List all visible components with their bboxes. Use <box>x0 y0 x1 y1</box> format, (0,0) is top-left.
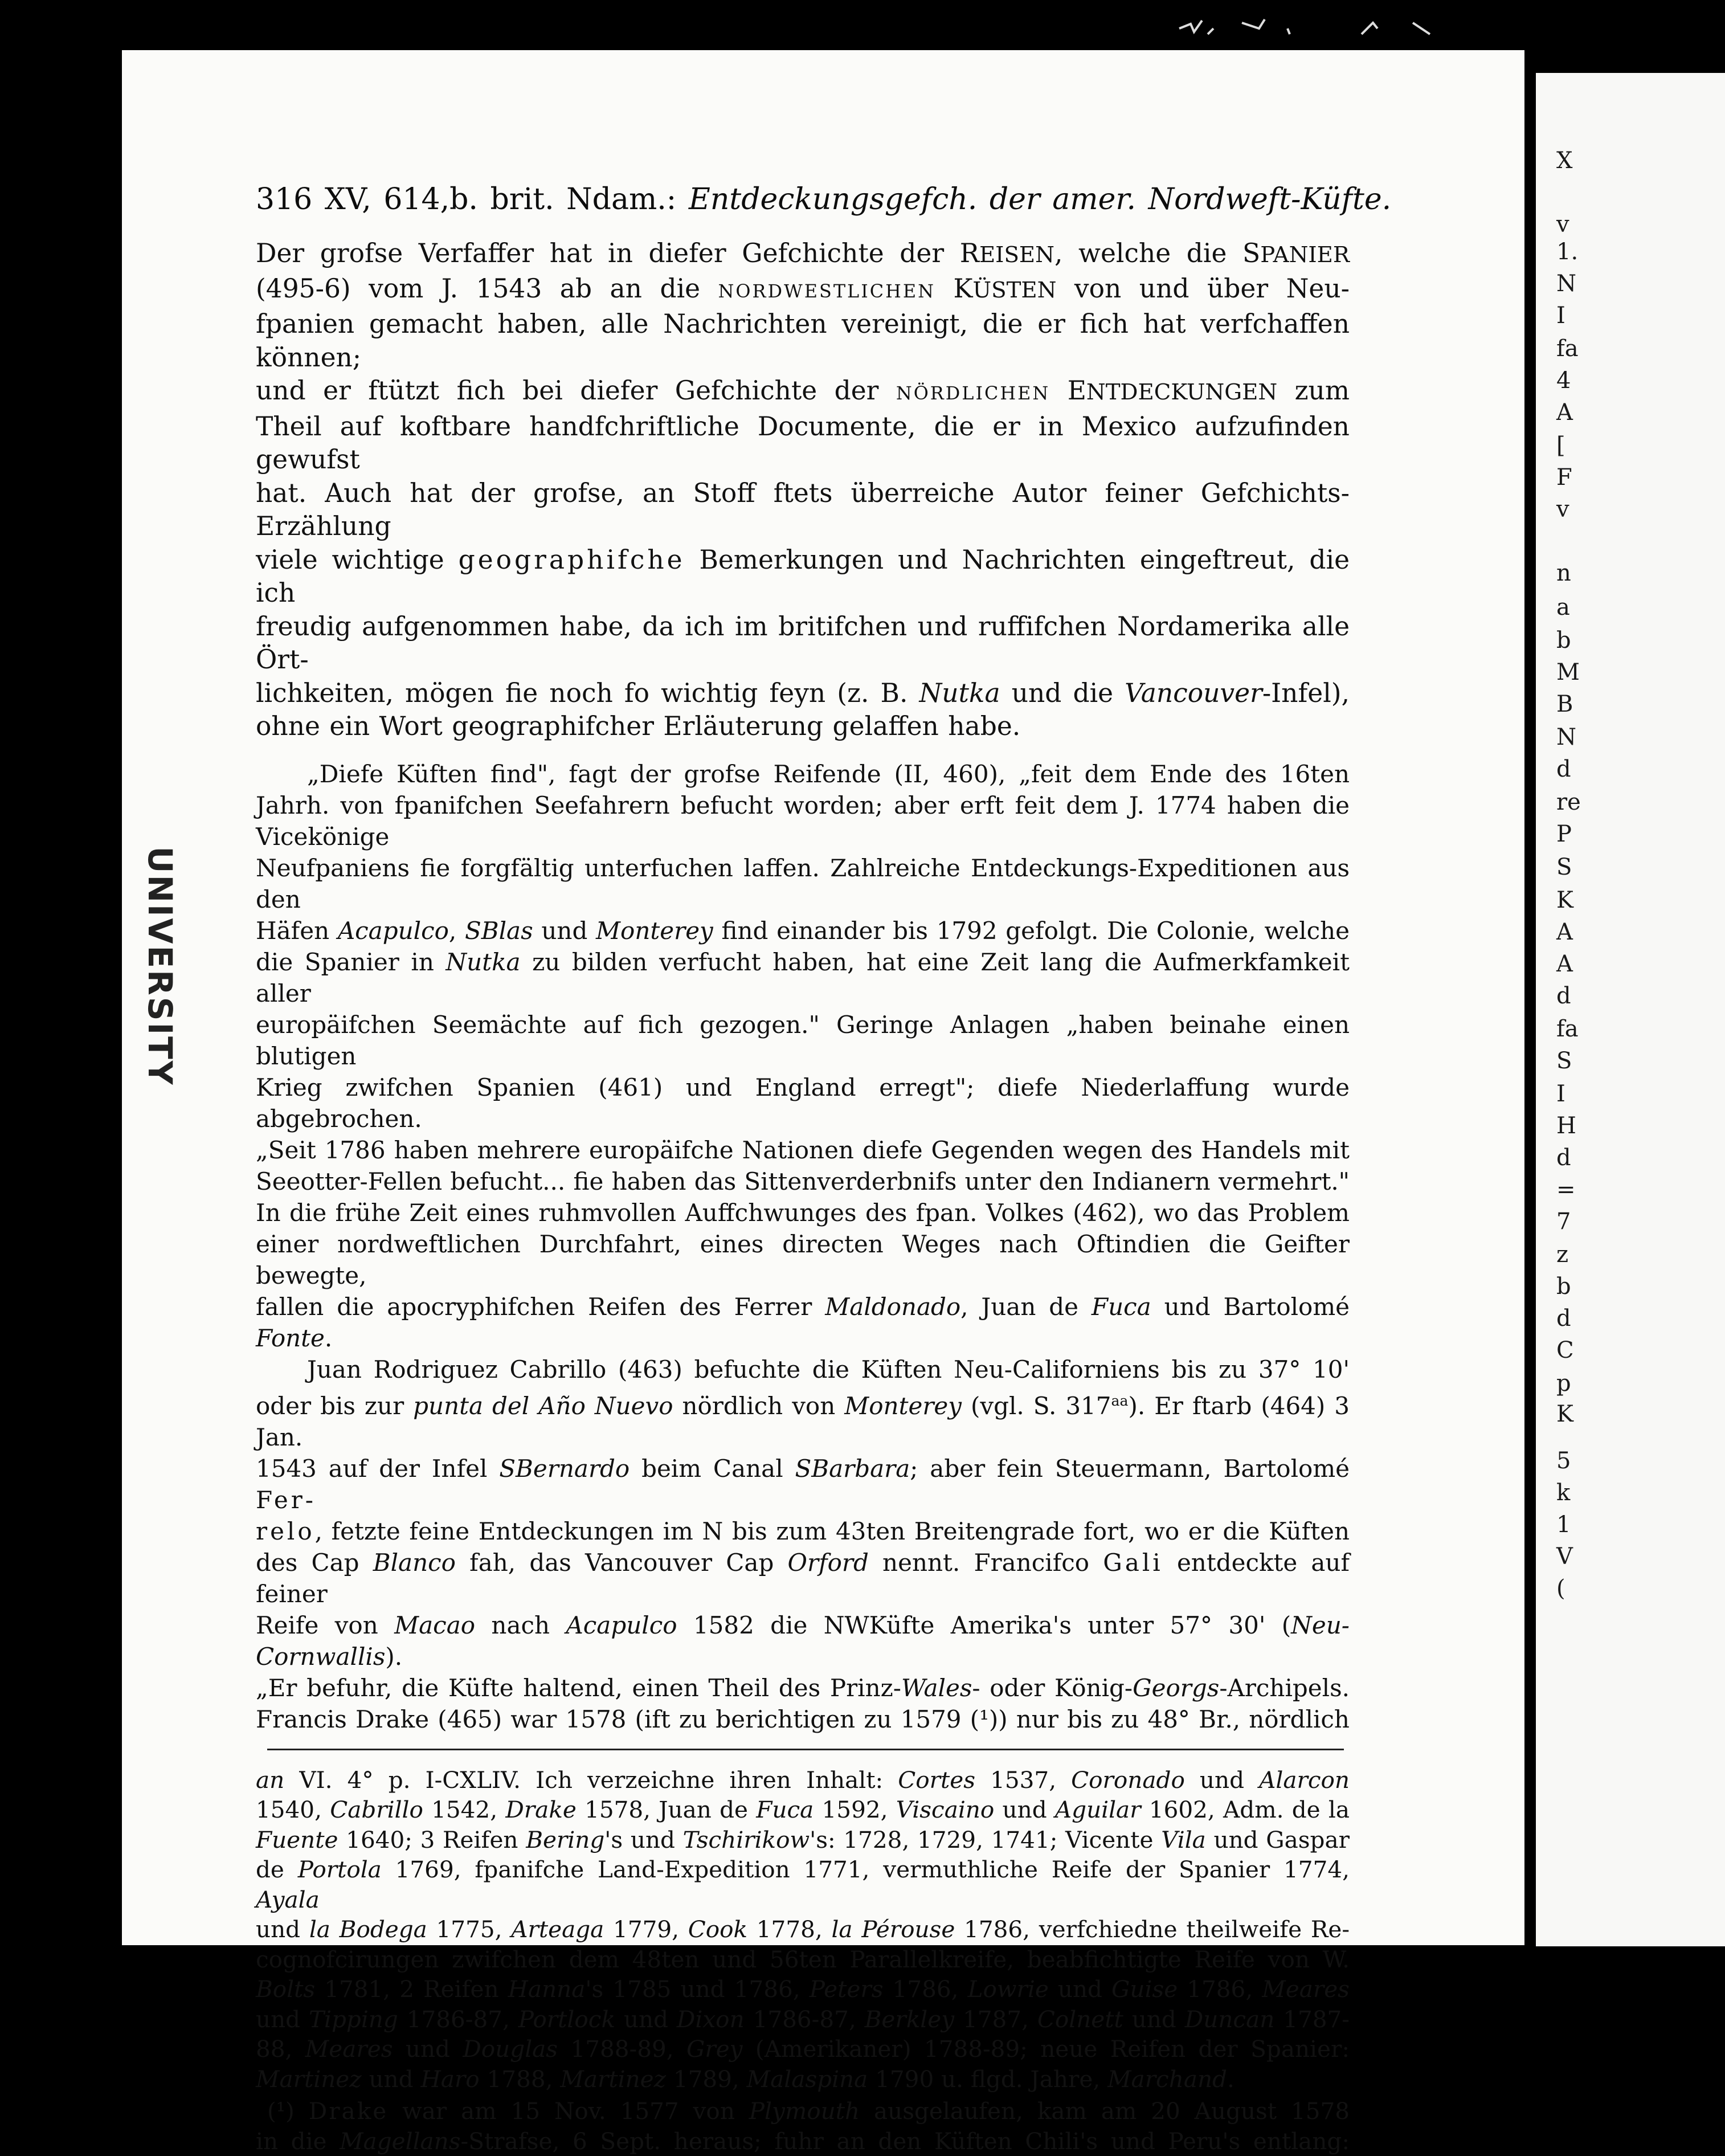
right-page-fragment: v <box>1556 496 1569 522</box>
right-page-fragment: 4 <box>1556 368 1571 394</box>
quote-paragraph: „Diefe Küften find", fagt der grofse Reifende (II, 460), „feit dem Ende des 16ten Jahrh. von fpanifchen Seefahrern befucht worden; aber erft feit dem J. 1774 haben die Vicekönige Neufpaniens fie forgfältig unterfuchen laffen. Zahlreiche Entdeckungs-Expeditionen aus den Häfen Acapulco, SBlas und Monterey find einander bis 1792 gefolgt. Die Colonie, welche die Spanier in Nutka zu bilden verfucht haben, hat eine Zeit lang die Aufmerkfamkeit aller europäifchen Seemächte auf fich gezogen." Geringe Anlagen „haben beinahe einen blutigen Krieg zwifchen Spanien (461) und England erregt"; diefe Niederlaffung wurde abgebrochen. „Seit 1786 haben mehrere europäifche Nationen diefe Gegenden wegen des Handels mit Seeotter-Fellen befucht... fie haben das Sittenverderbnifs unter den Indianern vermehrt." In die frühe Zeit eines ruhmvollen Auffchwunges des fpan. Volkes (462), wo das Problem einer nordweftlichen Durchfahrt, eines directen Weges nach Oftindien die Geifter bewegte, fallen die apocryphifchen Reifen des Ferrer Maldonado, Juan de Fuca und Bartolomé Fonte. <box>256 760 1350 1352</box>
right-page-fragment: fa <box>1556 1016 1579 1042</box>
right-page-fragment: X <box>1556 148 1573 174</box>
right-page-fragment: 7 <box>1556 1208 1571 1235</box>
right-page-fragment: F <box>1556 464 1572 491</box>
footnote-rule <box>267 1749 1344 1750</box>
right-page-fragment: d <box>1556 1305 1571 1332</box>
right-page-fragment: H <box>1556 1113 1576 1139</box>
right-page-fragment: b <box>1556 627 1571 654</box>
right-page-edge <box>1536 73 1725 1946</box>
right-page-fragment: d <box>1556 756 1571 782</box>
right-page-fragment: I <box>1556 1081 1565 1107</box>
right-page-fragment: = <box>1556 1177 1576 1203</box>
right-page-fragment: n <box>1556 560 1571 586</box>
right-page-fragment: re <box>1556 789 1581 815</box>
body-paragraph: Der grofse Verfaffer hat in diefer Gefchichte der REISEN, welche die SPANIER (495-6) vom J. 1543 ab an die NORDWESTLICHEN KÜSTEN von und über Neu- fpanien gemacht haben, alle Nachrichten vereinigt, die er fich hat verfchaffen können; und er ftützt fich bei diefer Gefchichte der NÖRDLICHEN ENTDECKUNGEN zum Theil auf koftbare handfchriftliche Documente, die er in Mexico aufzufinden gewufst hat. Auch hat der grofse, an Stoff ftets überreiche Autor feiner Gefchichts-Erzählung viele wichtige geographifche Bemerkungen und Nachrichten eingeftreut, die ich freudig aufgenommen habe, da ich im britifchen und ruffifchen Nordamerika alle Ört- lichkeiten, mögen fie noch fo wichtig feyn (z. B. Nutka und die Vancouver-Infel), ohne ein Wort geographifcher Erläuterung gelaffen habe. <box>256 238 1350 741</box>
right-page-fragment: A <box>1556 399 1573 426</box>
right-page-fragment: N <box>1556 724 1576 750</box>
right-page-fragment: ( <box>1556 1575 1565 1602</box>
right-page-fragment: B <box>1556 691 1573 717</box>
right-page-fragment: S <box>1556 1048 1572 1074</box>
right-page-fragment: [ <box>1556 432 1565 459</box>
right-page-fragment: d <box>1556 1145 1571 1171</box>
right-page-fragment: C <box>1556 1337 1574 1363</box>
right-page-fragment: K <box>1556 887 1573 913</box>
right-page-fragment: 1. <box>1556 239 1579 265</box>
library-stamp-text: UNIVERSITY <box>141 846 179 1087</box>
right-page-fragment: A <box>1556 951 1573 977</box>
scan-noise <box>1174 11 1458 51</box>
note-paragraph: an VI. 4° p. I-CXLIV. Ich verzeichne ihren Inhalt: Cortes 1537, Coronado und Alarcon 1540, Cabrillo 1542, Drake 1578, Juan de Fuca 1592, Viscaino und Aguilar 1602, Adm. de la Fuente 1640; 3 Reifen Bering's und Tschirikow's: 1728, 1729, 1741; Vicente Vila und Gaspar de Portola 1769, fpanifche Land-Expedition 1771, vermuthliche Reife der Spanier 1774, Ayala und la Bodega 1775, Arteaga 1779, Cook 1778, la Pérouse 1786, verfchiedne theilweife Re- cognofcirungen zwifchen dem 48ten und 56ten Parallelkreife, beabfichtigte Reife von W. Bolts 1781, 2 Reifen Hanna's 1785 und 1786, Peters 1786, Lowrie und Guise 1786, Meares und Tipping 1786-87, Portlock und Dixon 1786-87, Berkley 1787, Colnett und Duncan 1787- 88, Meares und Douglas 1788-89, Grey (Amerikaner) 1788-89; neue Reifen der Spanier: Martinez und Haro 1788, Martinez 1789, Malaspina 1790 u. flgd. Jahre, Marchand. <box>256 1766 1350 2093</box>
right-page-fragment: A <box>1556 919 1573 945</box>
library-stamp <box>134 846 186 1087</box>
right-page-fragment: v <box>1556 211 1569 238</box>
right-page-fragment: 5 <box>1556 1448 1571 1474</box>
right-page-fragment: P <box>1556 821 1572 847</box>
right-page-fragment: p <box>1556 1370 1571 1396</box>
right-page-fragment: K <box>1556 1401 1573 1427</box>
right-page-fragment: b <box>1556 1273 1571 1300</box>
right-page-fragment: N <box>1556 271 1576 297</box>
footnote-paragraph: (¹) Drake war am 15 Nov. 1577 von Plymouth ausgelaufen, kam am 20 August 1578 in die Magellans-Strafse, 6 Sept. heraus; fuhr an den Küften Chili's und Peru's entlang: <box>256 2097 1350 2155</box>
right-page-fragment: 1 <box>1556 1512 1571 1538</box>
cabrillo-paragraph: Juan Rodriguez Cabrillo (463) befuchte die Küften Neu-Californiens bis zu 37° 10' oder bis zur punta del Año Nuevo nördlich von Monterey (vgl. S. $317^{aa}$). Er ftarb (464) 3 Jan. 1543 auf der Infel SBernardo beim Canal SBarbara; aber fein Steuermann, Bartolomé Fer- relo, fetzte feine Entdeckungen im N bis zum 43ten Breitengrade fort, wo er die Küften des Cap Blanco fah, das Vancouver Cap Orford nennt. Francifco Gali entdeckte auf feiner Reife von Macao nach Acapulco 1582 die NWKüfte Amerika's unter 57° 30' (Neu-Cornwallis). „Er befuhr, die Küfte haltend, einen Theil des Prinz-Wales- oder König-Georgs-Archipels. Francis Drake (465) war 1578 (ift zu berichtigen zu 1579 (¹)) nur bis zu 48° Br., nördlich <box>256 1355 1350 1733</box>
right-page-fragment: d <box>1556 983 1571 1009</box>
right-page-fragment: z <box>1556 1242 1569 1268</box>
right-page-fragment: I <box>1556 303 1565 329</box>
right-page-fragment: fa <box>1556 336 1579 362</box>
running-header: 316 XV, 614,b. brit. Ndam.: Entdeckungsgefch. der amer. Nordweft-Küfte. <box>256 182 1392 217</box>
right-page-fragment: S <box>1556 854 1572 880</box>
right-page-fragment: V <box>1556 1544 1573 1570</box>
page-text-block <box>256 177 1392 2156</box>
right-page-fragment: k <box>1556 1480 1571 1506</box>
right-page-fragment: a <box>1556 594 1570 620</box>
right-page-fragment: M <box>1556 659 1580 685</box>
